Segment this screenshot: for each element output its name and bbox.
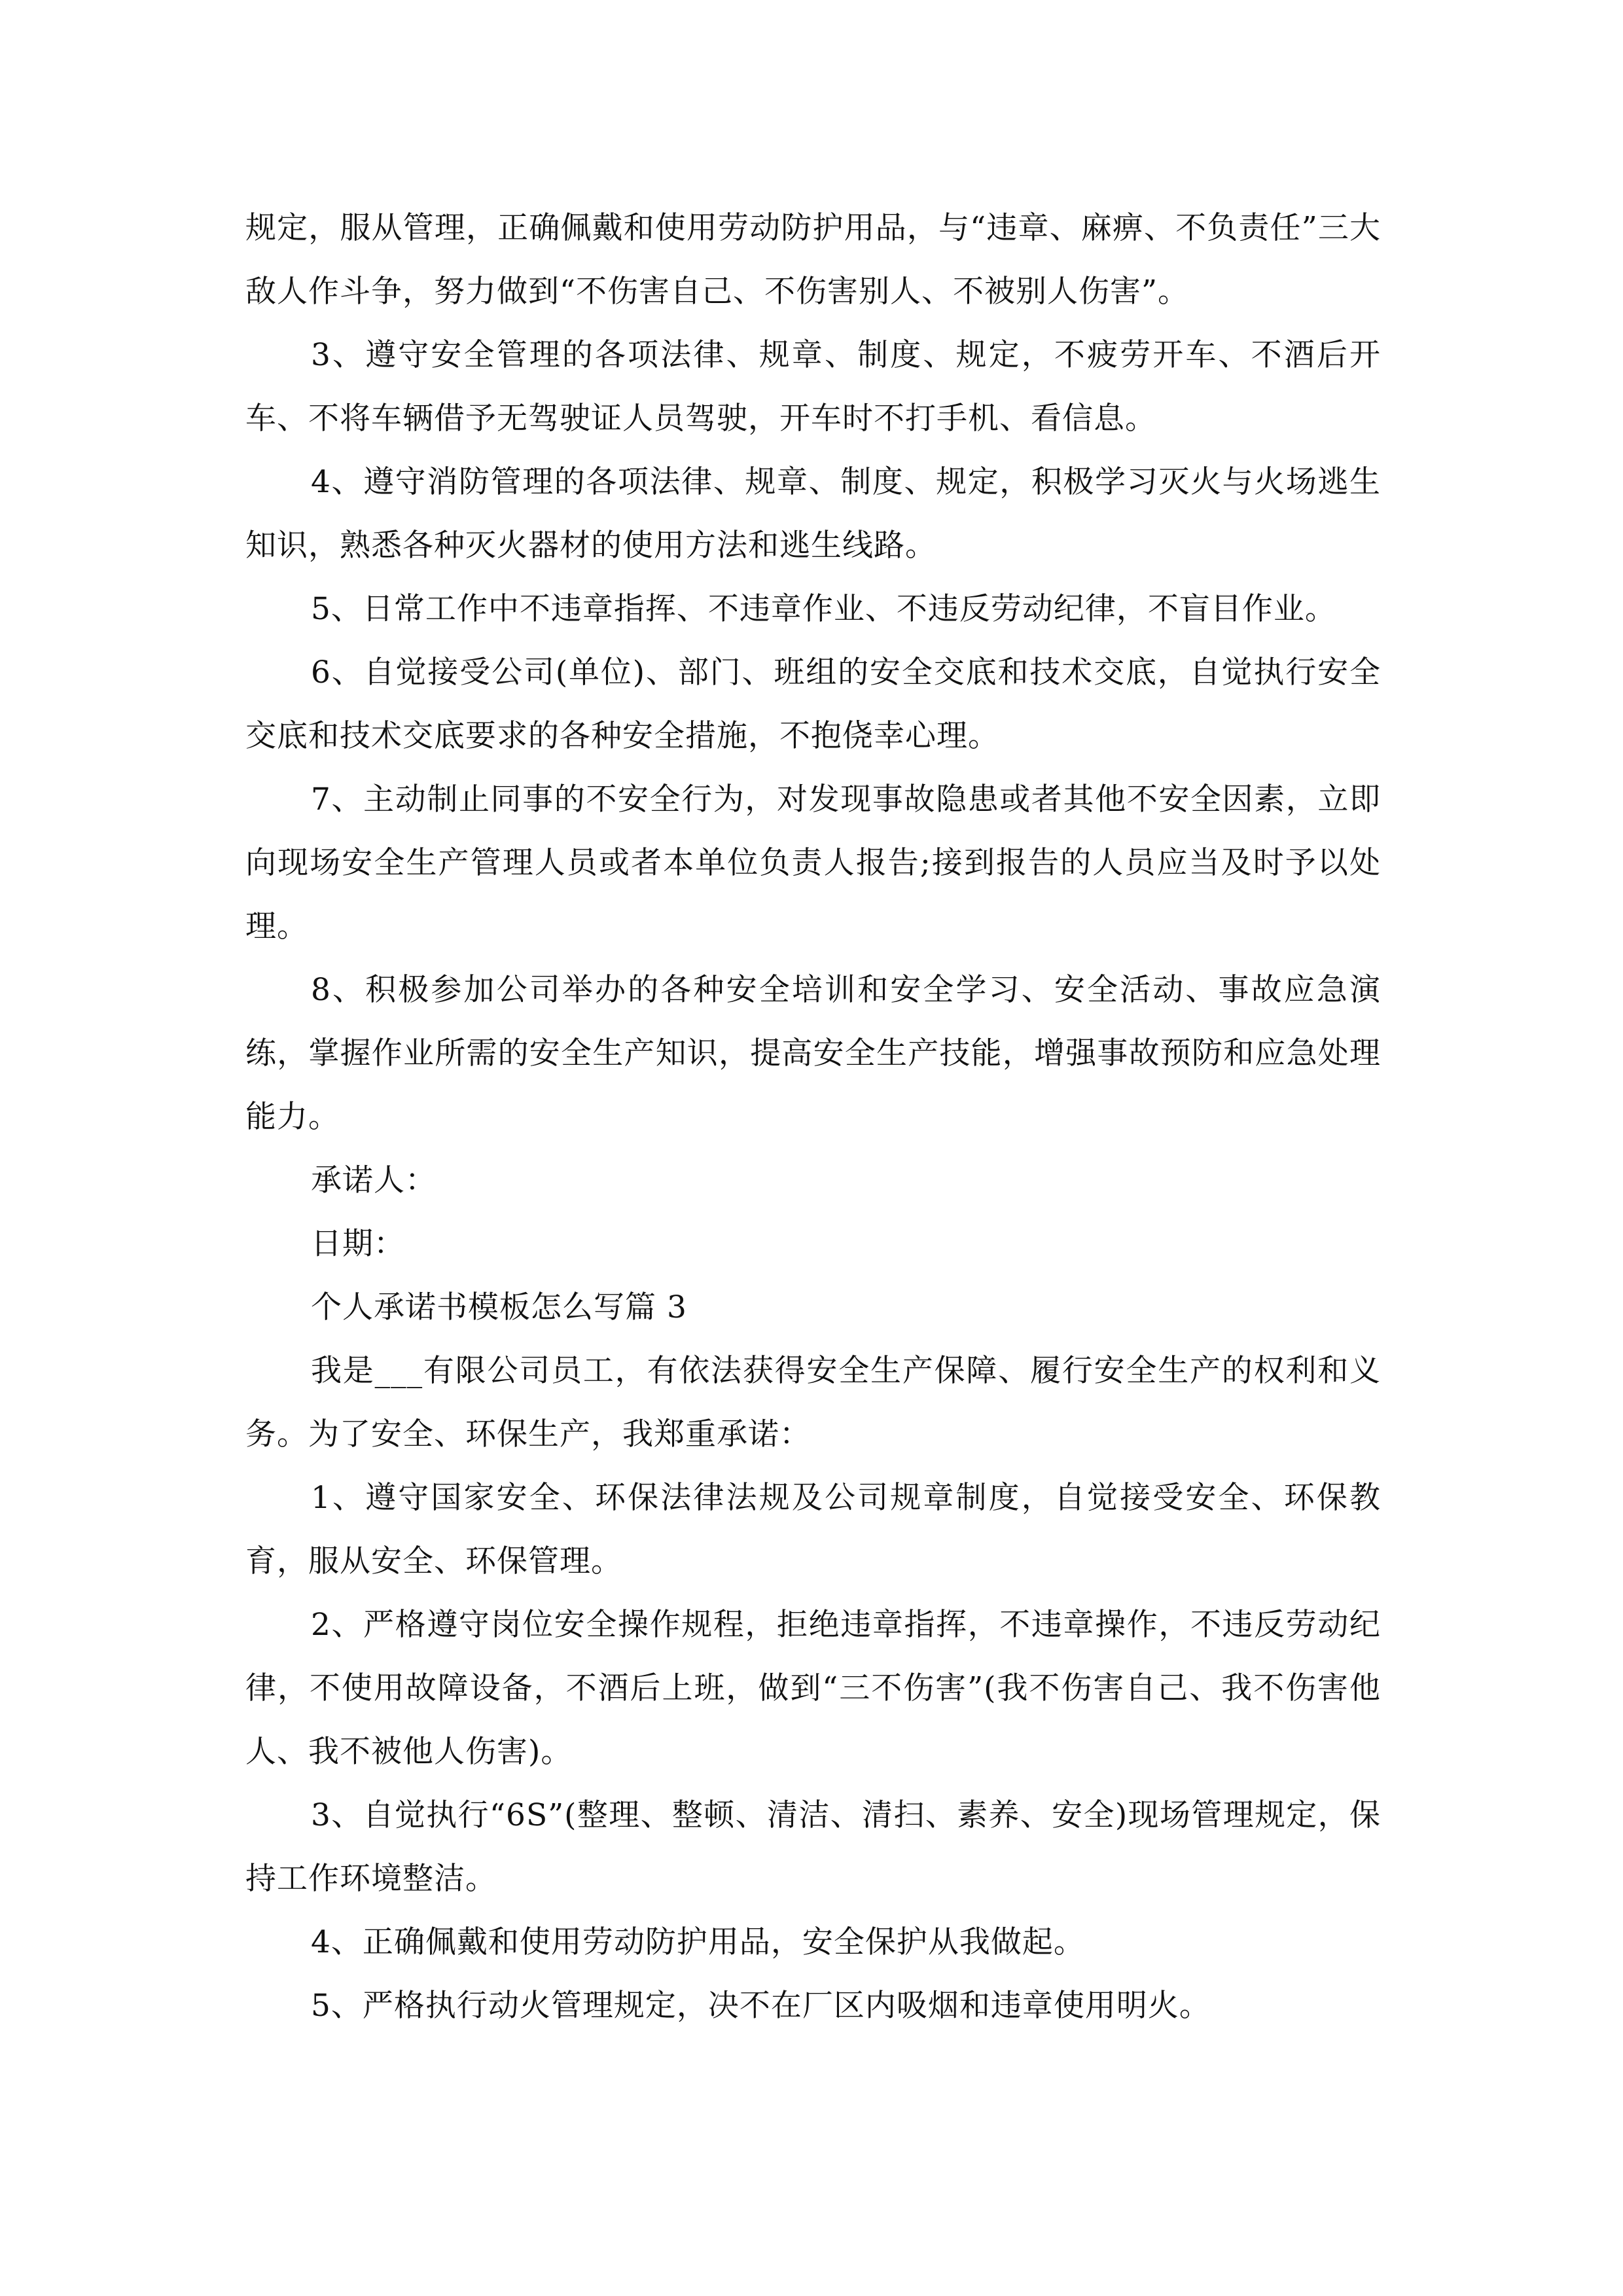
date-label: 日期： bbox=[311, 1226, 405, 1262]
section-heading: 个人承诺书模板怎么写篇 3 bbox=[311, 1289, 687, 1325]
paragraph-item-5b: 5、严格执行动火管理规定，决不在厂区内吸烟和违章使用明火。 bbox=[311, 1988, 1211, 2024]
paragraph-item-1: 1、遵守国家安全、环保法律法规及公司规章制度，自觉接受安全、环保教育，服从安全、环保管理。 bbox=[245, 1480, 1381, 1579]
paragraph-item-3: 3、遵守安全管理的各项法律、规章、制度、规定，不疲劳开车、不酒后开车、不将车辆借予无驾驶证人员驾驶，开车时不打手机、看信息。 bbox=[245, 337, 1381, 437]
paragraph-item-8: 8、积极参加公司举办的各种安全培训和安全学习、安全活动、事故应急演练，掌握作业所需的安全生产知识，提高安全生产技能，增强事故预防和应急处理能力。 bbox=[245, 972, 1381, 1135]
paragraph-continuation: 规定，服从管理，正确佩戴和使用劳动防护用品，与“违章、麻痹、不负责任”三大敌人作斗争，努力做到“不伤害自己、不伤害别人、不被别人伤害”。 bbox=[245, 210, 1381, 310]
paragraph-intro: 我是___有限公司员工，有依法获得安全生产保障、履行安全生产的权利和义务。为了安全、环保生产，我郑重承诺： bbox=[245, 1353, 1381, 1452]
paragraph-item-6: 6、自觉接受公司(单位)、部门、班组的安全交底和技术交底，自觉执行安全交底和技术交底要求的各种安全措施，不抱侥幸心理。 bbox=[245, 655, 1381, 754]
paragraph-item-5: 5、日常工作中不违章指挥、不违章作业、不违反劳动纪律，不盲目作业。 bbox=[311, 591, 1336, 627]
paragraph-item-4: 4、遵守消防管理的各项法律、规章、制度、规定，积极学习灭火与火场逃生知识，熟悉各种灭火器材的使用方法和逃生线路。 bbox=[245, 464, 1381, 564]
paragraph-item-7: 7、主动制止同事的不安全行为，对发现事故隐患或者其他不安全因素，立即向现场安全生产管理人员或者本单位负责人报告;接到报告的人员应当及时予以处理。 bbox=[245, 781, 1381, 944]
paragraph-item-2: 2、严格遵守岗位安全操作规程，拒绝违章指挥，不违章操作，不违反劳动纪律，不使用故障设备，不酒后上班，做到“三不伤害”(我不伤害自己、我不伤害他人、我不被他人伤害)。 bbox=[245, 1607, 1381, 1770]
paragraph-item-4b: 4、正确佩戴和使用劳动防护用品，安全保护从我做起。 bbox=[311, 1924, 1085, 1960]
document-body bbox=[245, 196, 1381, 2037]
paragraph-item-3b: 3、自觉执行“6S”(整理、整顿、清洁、清扫、素养、安全)现场管理规定，保持工作环境整洁。 bbox=[245, 1797, 1381, 1897]
promisor-label: 承诺人： bbox=[311, 1162, 437, 1198]
